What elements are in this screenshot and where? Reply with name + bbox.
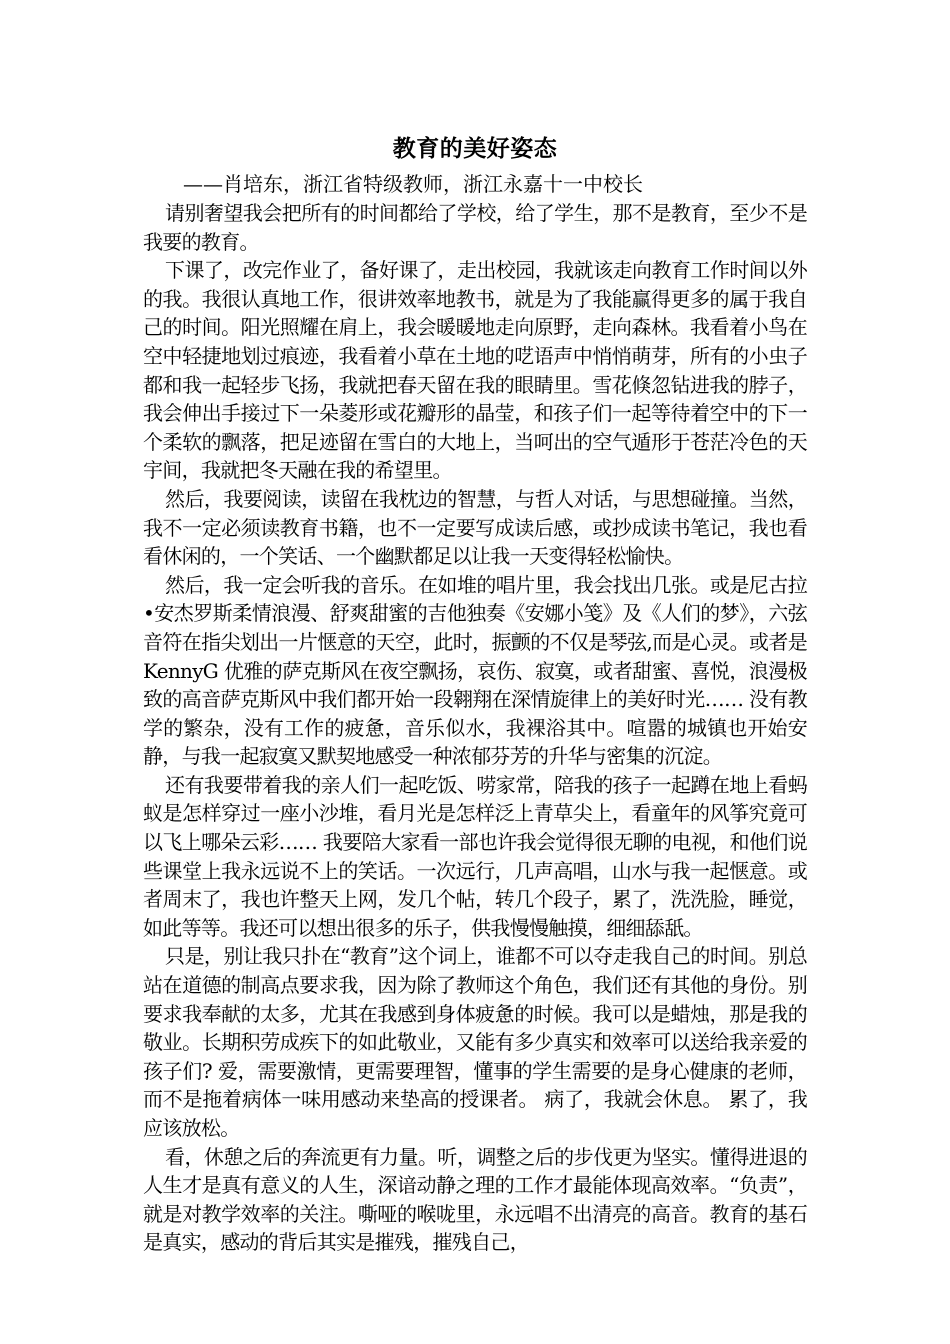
document-page: [143, 132, 807, 1257]
paragraph-7: 看，休憩之后的奔流更有力量。听，调整之后的步伐更为坚实。懂得进退的人生才是真有意义的人生，深谙动静之理的工作才最能体现高效率。“负责”，就是对教学效率的关注。嘶哑的喉咙里，永远唱不出清亮的高音。教育的基石是真实，感动的背后其实是摧残，摧残自己，: [143, 1144, 807, 1255]
paragraph-3: 然后，我要阅读，读留在我枕边的智慧，与哲人对话，与思想碰撞。当然，我不一定必须读教育书籍，也不一定要写成读后感，或抄成读书笔记，我也看看休闲的，一个笑话、一个幽默都足以让我一天变得轻松愉快。: [143, 486, 807, 569]
paragraph-1: 请别奢望我会把所有的时间都给了学校，给了学生，那不是教育，至少不是我要的教育。: [143, 201, 807, 254]
paragraph-6: 只是，别让我只扑在“教育”这个词上，谁都不可以夺走我自己的时间。别总站在道德的制高点要求我，因为除了教师这个角色，我们还有其他的身份。别要求我奉献的太多，尤其在我感到身体疲惫的时候。我可以是蜡烛，那是我的敬业。长期积劳成疾下的如此敬业，又能有多少真实和效率可以送给我亲爱的孩子们? 爱，需要激情，更需要理智，懂事的学生需要的是身心健康的老师，而不是拖着病体一味用感动来垫高的授课者。 病了，我就会休息。 累了，我应该放松。: [143, 944, 807, 1140]
document-subtitle: ——肖培东，浙江省特级教师，浙江永嘉十一中校长: [183, 172, 643, 196]
paragraph-2: 下课了，改完作业了，备好课了，走出校园，我就该走向教育工作时间以外的我。我很认真地工作，很讲效率地教书，就是为了我能赢得更多的属于我自己的时间。阳光照耀在肩上，我会暖暖地走向原野，走向森林。我看着小鸟在空中轻捷地划过痕迹，我看着小草在土地的呓语声中悄悄萌芽，所有的小虫子都和我一起轻步飞扬，我就把春天留在我的眼睛里。雪花倏忽钻进我的脖子，我会伸出手接过下一朵菱形或花瓣形的晶莹，和孩子们一起等待着空中的下一个柔软的飘落，把足迹留在雪白的大地上，当呵出的空气遁形于苍茫冷色的天宇间，我就把冬天融在我的希望里。: [143, 258, 807, 483]
document-title: 教育的美好姿态: [392, 135, 558, 162]
paragraph-5: 还有我要带着我的亲人们一起吃饭、唠家常，陪我的孩子一起蹲在地上看蚂蚁是怎样穿过一座小沙堆，看月光是怎样泛上青草尖上，看童年的风筝究竟可以飞上哪朵云彩…… 我要陪大家看一部也许我会觉得很无聊的电视，和他们说些课堂上我永远说不上的笑话。一次远行，几声高唱，山水与我一起惬意。或者周末了，我也许整天上网，发几个帖，转几个段子，累了，洗洗脸，睡觉，如此等等。我还可以想出很多的乐子，供我慢慢触摸，细细舔舐。: [143, 772, 807, 940]
paragraph-4: 然后，我一定会听我的音乐。在如堆的唱片里，我会找出几张。或是尼古拉•安杰罗斯柔情浪漫、舒爽甜蜜的吉他独奏《安娜小笺》及《人们的梦》，六弦音符在指尖划出一片惬意的天空，此时，振颤的不仅是琴弦,而是心灵。或者是 KennyG 优雅的萨克斯风在夜空飘扬，哀伤、寂寞，或者甜蜜、喜悦，浪漫极致的高音萨克斯风中我们都开始一段翱翔在深情旋律上的美好时光…… 没有教学的繁杂，没有工作的疲惫，音乐似水，我裸浴其中。喧嚣的城镇也开始安静，与我一起寂寞又默契地感受一种浓郁芬芳的升华与密集的沉淀。: [143, 572, 807, 769]
